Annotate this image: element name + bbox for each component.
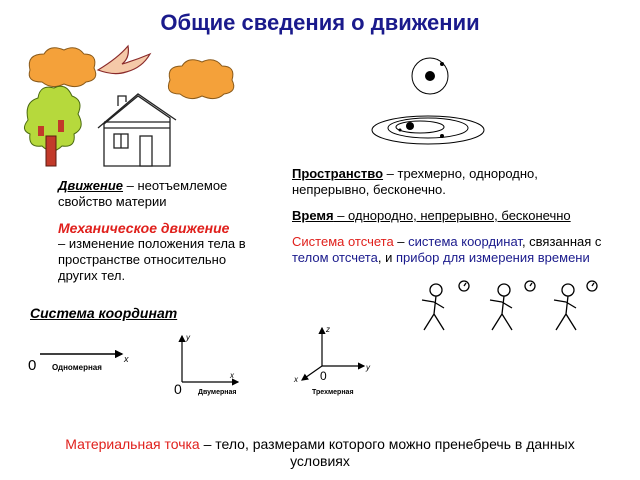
time-instrument-term: прибор для измерения времени: [395, 250, 590, 265]
axis-3d-z-label: z: [326, 325, 330, 334]
space-text: – трехмерно, однородно, непрерывно, бесконечно.: [292, 166, 538, 197]
axis-3d-x-label: x: [294, 375, 298, 384]
reference-frame-term: Система отсчета: [292, 234, 394, 249]
cloud-icon: [168, 60, 233, 99]
axis-2d-caption: Двумерная: [198, 389, 237, 396]
coord-system-term: система координат: [408, 234, 522, 249]
axis-2d-y-label: y: [186, 333, 190, 342]
axis-3d-origin: 0: [320, 369, 327, 383]
bird-icon: [98, 46, 150, 74]
axis-1d-caption: Одномерная: [52, 363, 102, 372]
coord-heading: Система координат: [30, 305, 178, 321]
reference-body-term: телом отсчета: [292, 250, 378, 265]
time-term: Время: [292, 208, 334, 223]
axis-1d-x-label: x: [124, 354, 129, 364]
axis-2d: [170, 328, 250, 398]
solar-system-illustration: [370, 50, 500, 150]
tree-icon: [24, 86, 81, 166]
mechanical-term: Механическое движение: [58, 220, 230, 236]
reference-frame-linked: , связанная с: [521, 234, 602, 249]
space-definition: [292, 166, 612, 198]
material-point-text: – тело, размерами которого можно пренебречь в данных условиях: [199, 436, 575, 469]
time-text: – однородно, непрерывно, бесконечно: [333, 208, 571, 223]
axis-1d-origin: 0: [28, 357, 37, 374]
reference-frame-and: , и: [377, 250, 396, 265]
space-term: Пространство: [292, 166, 384, 181]
scene-illustration: [18, 40, 268, 170]
axis-1d: [26, 340, 136, 376]
time-definition: [292, 208, 612, 224]
page-title: Общие сведения о движении: [160, 10, 480, 35]
runner-icon: [554, 281, 597, 330]
cloud-icon: [29, 48, 96, 87]
reference-frame-definition: [292, 234, 612, 266]
reference-frame-dash: –: [393, 234, 409, 249]
motion-text: – неотъемлемое свойство материи: [58, 178, 228, 209]
house-icon: [98, 94, 176, 166]
axis-3d-y-label: y: [366, 363, 370, 372]
axis-2d-x-label: x: [230, 371, 234, 380]
axis-3d: [290, 322, 380, 400]
mechanical-text: – изменение положения тела в пространстве относительно других тел.: [58, 236, 246, 283]
axis-2d-origin: 0: [174, 381, 182, 397]
material-point-definition: [40, 436, 600, 470]
runner-icon: [422, 281, 469, 330]
running-figures-illustration: [412, 272, 612, 344]
axis-3d-caption: Трехмерная: [312, 389, 354, 396]
material-point-term: Материальная точка: [65, 436, 200, 452]
runner-icon: [490, 281, 535, 330]
motion-term: Движение: [58, 178, 124, 193]
motion-definition: [58, 178, 268, 210]
mechanical-definition: [58, 220, 268, 284]
